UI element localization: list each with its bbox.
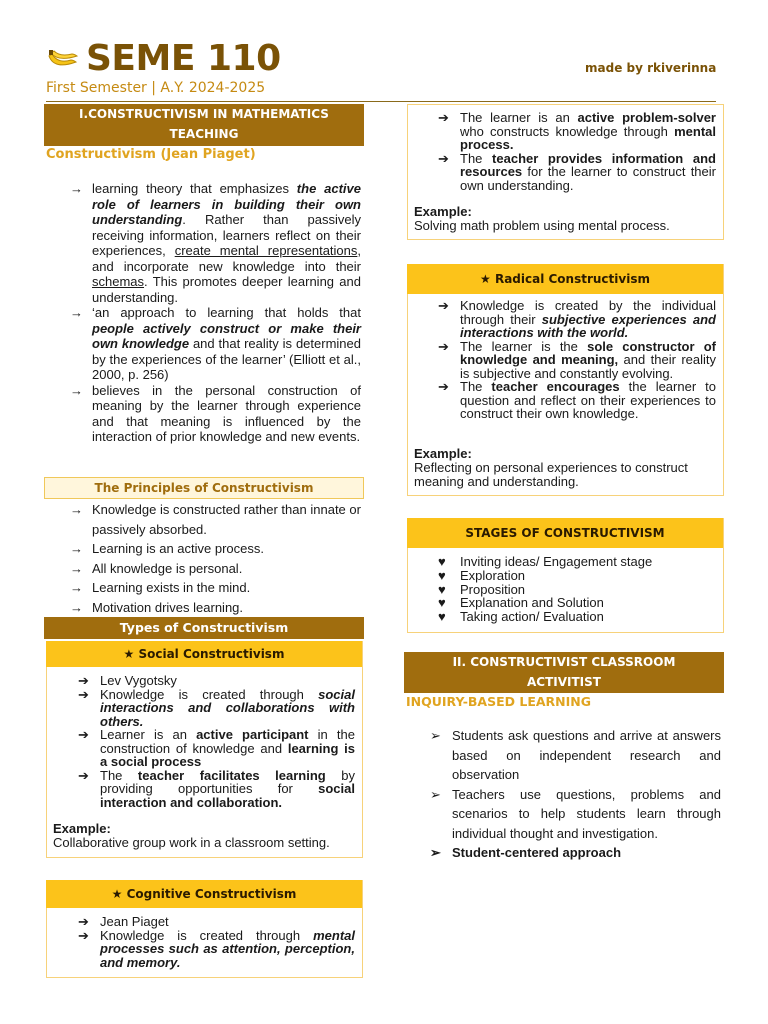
author-credit: made by rkiverinna — [585, 61, 717, 75]
section1-header — [44, 104, 364, 146]
principles-header — [44, 477, 364, 499]
list-item: ➔ The learner is the sole constructor of knowledge and meaning, and their reality is subjective and constantly evolving. — [438, 338, 717, 381]
list-item: ♥ Taking action/ Evaluation — [438, 609, 604, 625]
social-constructivism-header — [46, 641, 362, 667]
social-example-label: Example: — [53, 821, 111, 836]
list-item: ♥ Explanation and Solution — [438, 595, 604, 611]
list-item: → All knowledge is personal. — [70, 560, 243, 576]
list-item: ➔ Jean Piaget — [78, 914, 169, 929]
cognitive-list — [78, 915, 355, 969]
list-item: ♥ Inviting ideas/ Engagement stage — [438, 554, 653, 569]
list-item: ➔ Learner is an active participant in the construction of knowledge and learning is a social process — [78, 727, 355, 769]
constructivism-subtitle: Constructivism (Jean Piaget) — [46, 147, 256, 162]
social-list — [78, 674, 355, 809]
stages-title: STAGES OF CONSTRUCTIVISM — [465, 526, 665, 540]
list-item: ➢ Student-centered approach — [430, 845, 622, 860]
heart-icon: ♥ — [438, 595, 446, 611]
heart-icon: ♥ — [438, 554, 446, 569]
intro-list — [70, 181, 361, 445]
list-item: ➢ Students ask questions and arrive at answers based on independent research and observation — [430, 728, 721, 782]
section2-title-line1: II. CONSTRUCTIVIST CLASSROOM — [452, 655, 676, 669]
banana-icon — [46, 48, 80, 77]
list-item: → Learning exists in the mind. — [70, 580, 251, 595]
principles-list — [70, 500, 361, 617]
list-item: ➔ Knowledge is created through mental processes such as attention, perception, and memory. — [78, 927, 355, 970]
stages-header — [407, 518, 723, 548]
radical-example-text: Reflecting on personal experiences to construct meaning and understanding. — [414, 460, 688, 489]
list-item: → believes in the personal construction of meaning by the learner through experience and that meaning is influenced by the interaction of prior knowledge and new events. — [70, 382, 361, 444]
social-example-text: Collaborative group work in a classroom setting. — [53, 835, 330, 850]
radical-list — [438, 299, 716, 421]
list-item: ➔ Knowledge is created through social interactions and collaborations with others. — [78, 686, 355, 729]
cognitive-continued-list — [438, 111, 716, 192]
list-item: → Learning is an active process. — [70, 541, 264, 556]
semester-label: First Semester | A.Y. 2024-2025 — [46, 80, 266, 96]
list-item: → learning theory that emphasizes the active role of learners in building their own understanding. Rather than passively receiving information, learners reflect on their experiences, create mental representations, and incorporate new knowledge into their schemas. This promotes deeper learning and understanding. — [70, 181, 362, 305]
list-item: ➔ The learner is an active problem-solver who constructs knowledge through mental process. — [438, 110, 716, 152]
list-item: ♥ Exploration — [438, 567, 526, 583]
list-item: → Motivation drives learning. — [70, 599, 244, 615]
section2-title-line2: ACTIVITIST — [527, 675, 601, 689]
list-item: ➔ Knowledge is created by the individual through their subjective experiences and interactions with the world. — [438, 298, 716, 340]
cognitive-constructivism-title: ★ Cognitive Constructivism — [111, 887, 297, 901]
list-item: ➔ The teacher facilitates learning by providing opportunities for social interaction and collaboration. — [78, 767, 355, 810]
cognitive-constructivism-header — [46, 880, 362, 908]
list-item: → Knowledge is constructed rather than innate or passively absorbed. — [70, 502, 361, 537]
social-constructivism-title: ★ Social Constructivism — [123, 647, 285, 661]
heart-icon: ♥ — [438, 609, 446, 625]
radical-constructivism-title: ★ Radical Constructivism — [480, 272, 650, 286]
list-item: ➔ The teacher provides information and resources for the learner to construct their own understanding. — [438, 150, 717, 193]
inquiry-list — [430, 726, 721, 863]
list-item: ♥ Proposition — [438, 581, 526, 597]
list-item: ➢ Teachers use questions, problems and scenarios to help students learn through individual thought and investigation. — [430, 786, 721, 841]
types-title: Types of Constructivism — [119, 620, 289, 635]
radical-example-label: Example: — [414, 446, 472, 461]
radical-constructivism-header — [407, 264, 723, 294]
types-header — [44, 617, 364, 639]
heart-icon: ♥ — [438, 581, 446, 597]
list-item: → ‘an approach to learning that holds that people actively construct or make their own knowledge and that reality is determined by the experiences of the learner’ (Elliott et al., 2000, p. 256) — [70, 305, 361, 382]
heart-icon: ♥ — [438, 567, 446, 583]
list-item: ➔ The teacher encourages the learner to question and reflect on their experiences to construct their own knowledge. — [438, 379, 716, 421]
principles-title: The Principles of Constructivism — [94, 481, 314, 495]
stages-list — [438, 555, 716, 624]
section1-title-line2: TEACHING — [169, 127, 239, 141]
inquiry-title: INQUIRY-BASED LEARNING — [406, 694, 591, 709]
section2-header — [404, 652, 724, 693]
list-item: ➔ Lev Vygotsky — [78, 673, 177, 688]
page-title: SEME 110 — [86, 38, 281, 79]
cognitive-example-label: Example: — [414, 204, 472, 219]
section1-title-line1: I.CONSTRUCTIVISM IN MATHEMATICS — [79, 107, 329, 121]
header-divider — [46, 101, 716, 102]
cognitive-example-text: Solving math problem using mental process. — [414, 218, 670, 233]
